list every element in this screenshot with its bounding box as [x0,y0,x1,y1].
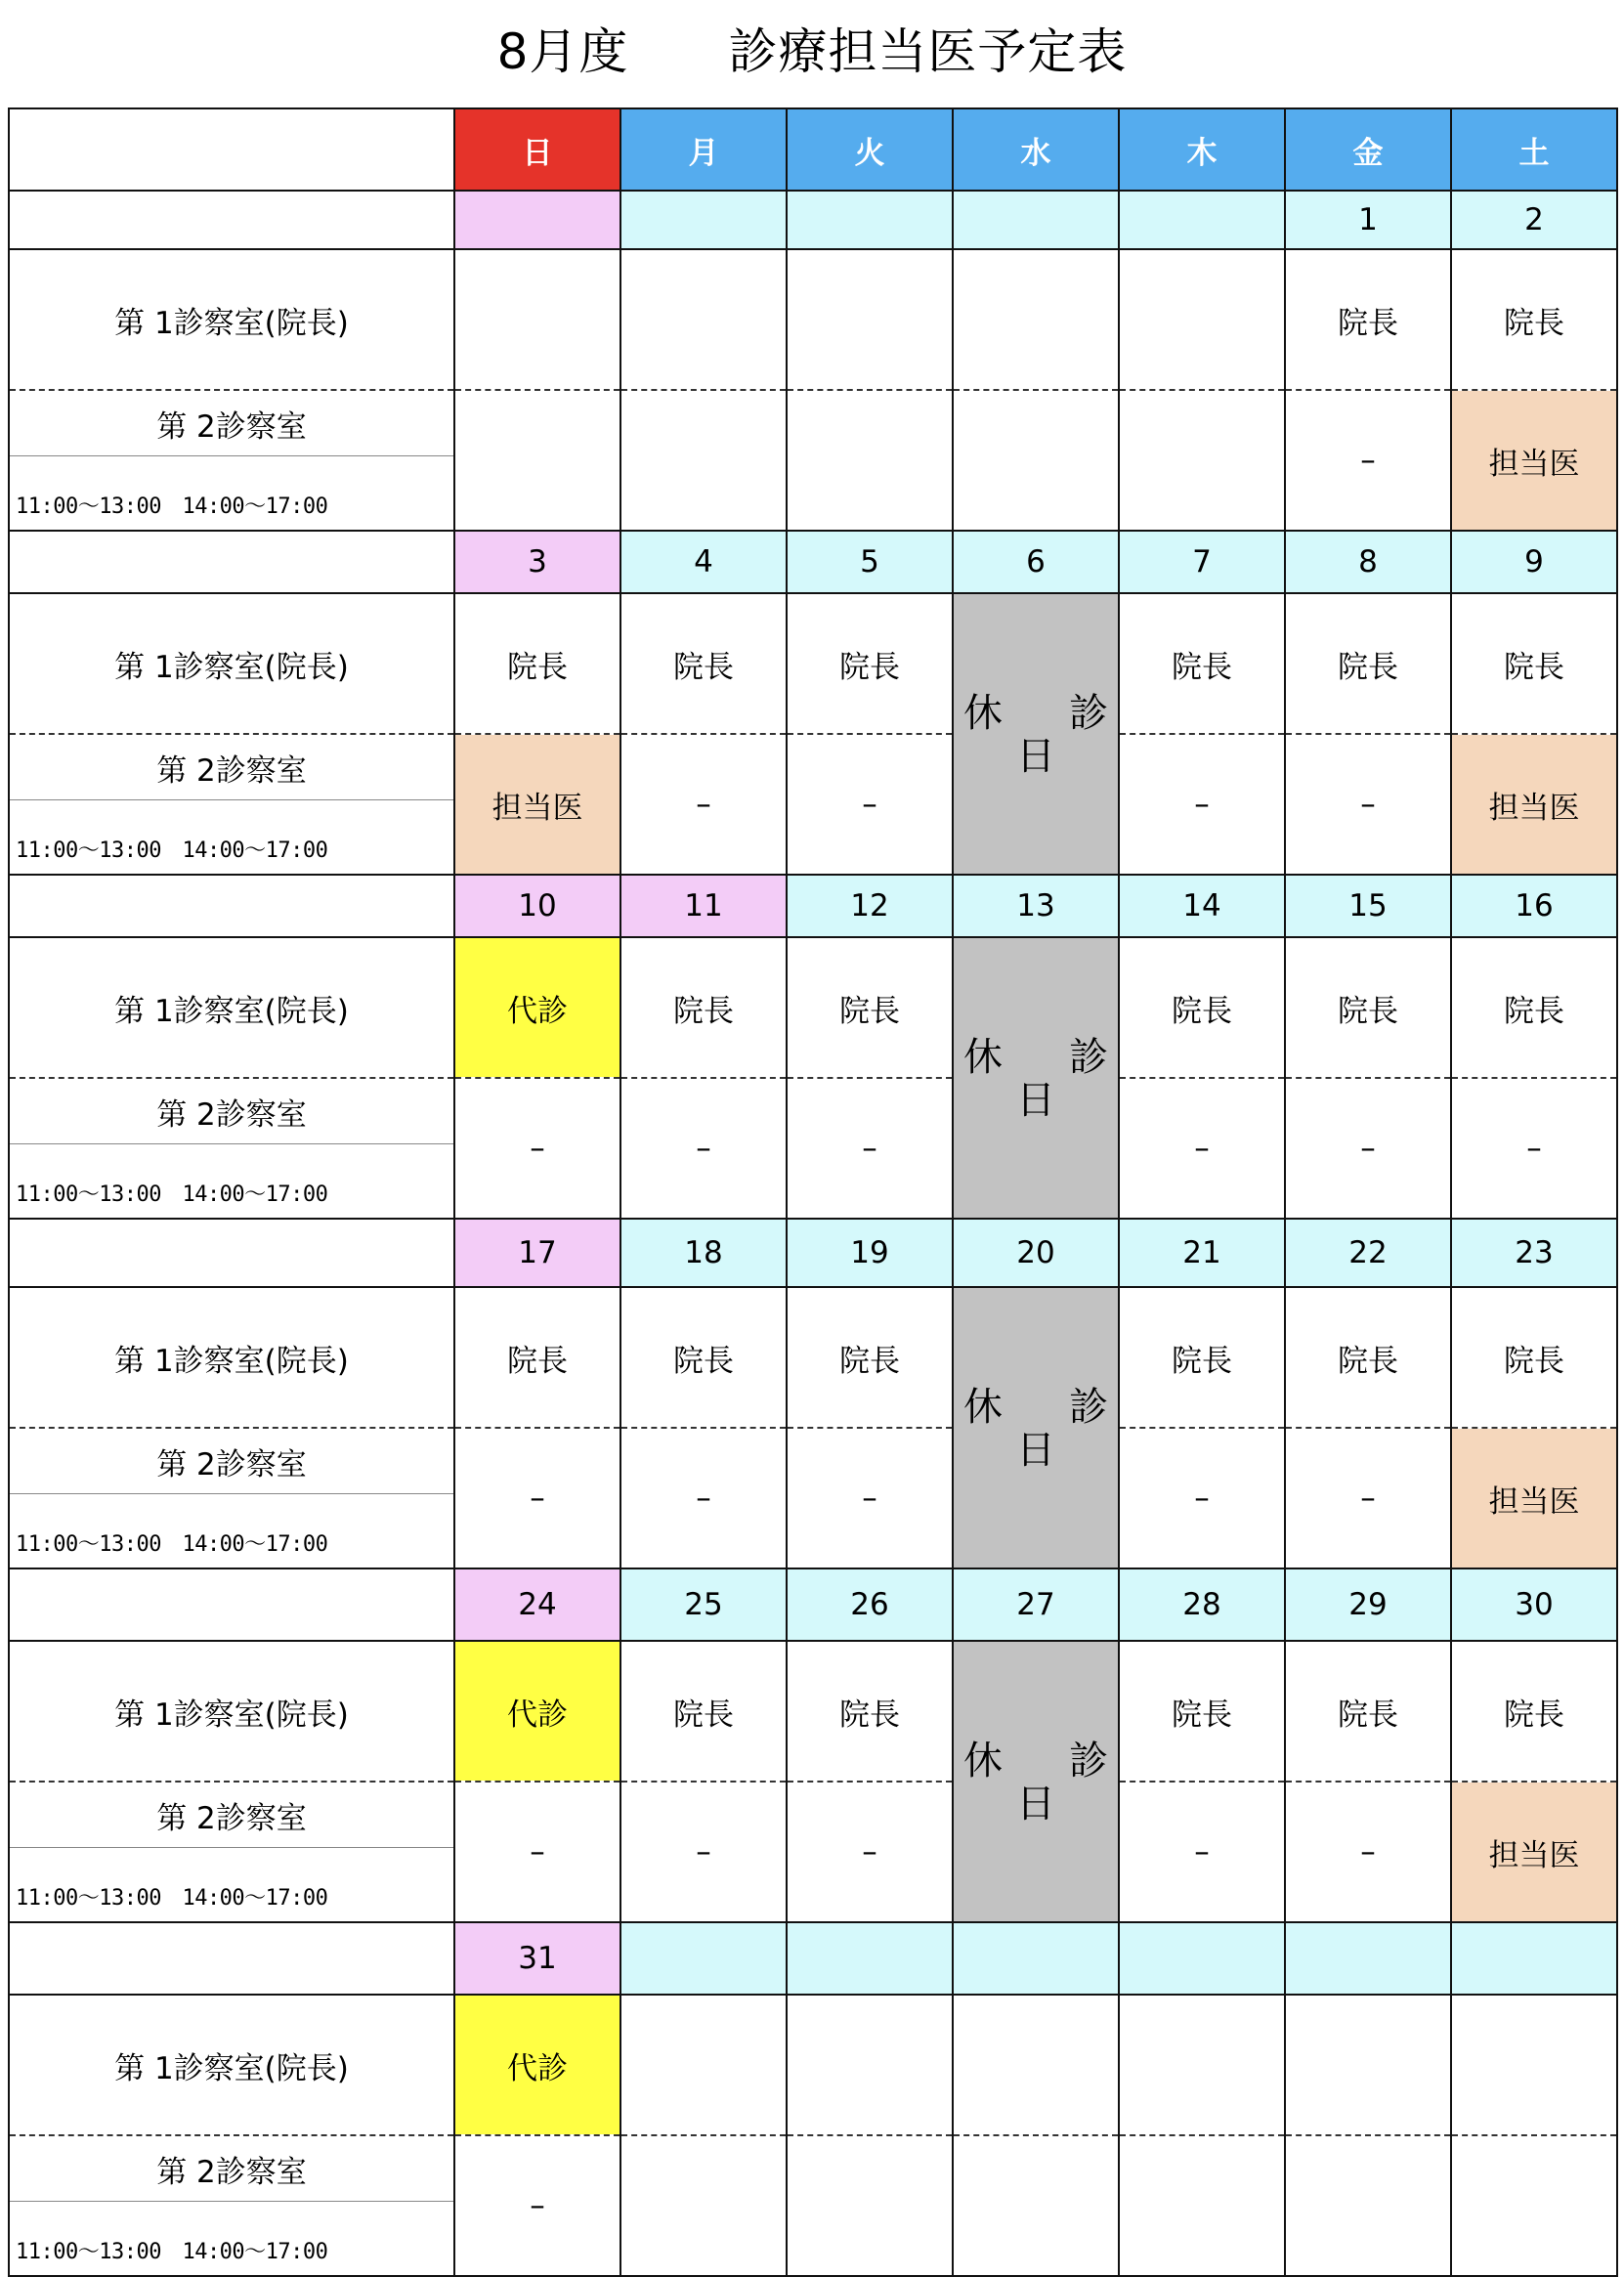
room2-label-cell [9,1078,454,1219]
room1-schedule-cell: 院長 [454,1287,620,1428]
date-row [9,1922,1617,1995]
room2-schedule-cell [620,2135,787,2276]
date-cell-thu: 14 [1119,875,1285,937]
room2-schedule-cell: – [1285,1782,1451,1922]
room2-label: 第 2診察室 [10,1079,453,1144]
room1-row [9,593,1617,734]
room2-row [9,1078,1617,1219]
room2-schedule-cell: – [1119,734,1285,875]
date-cell-sat: 9 [1451,531,1617,593]
closed-day-cell [953,1287,1119,1568]
closed-day-char-center: 日 [1016,1078,1055,1123]
substitute-doctor-cell: 代診 [454,937,620,1078]
room2-row [9,734,1617,875]
room2-schedule-cell [953,390,1119,531]
date-cell-fri: 8 [1285,531,1451,593]
date-cell-sat: 30 [1451,1568,1617,1641]
date-cell-tue: 5 [787,531,953,593]
attending-doctor-cell: 担当医 [1451,1428,1617,1568]
closed-day-char-left: 休 [963,1385,1003,1430]
closed-day-char-center: 日 [1016,734,1055,779]
weekday-header-mon: 月 [620,108,787,191]
room2-hours: 11:00〜13:00 14:00〜17:00 [16,1886,328,1911]
closed-day-char-left: 休 [963,691,1003,736]
room2-row [9,1782,1617,1922]
room1-label: 第 1診察室(院長) [9,1641,454,1782]
attending-doctor-cell: 担当医 [454,734,620,875]
room1-schedule-cell: 院長 [454,593,620,734]
room1-schedule-cell: 院長 [1285,593,1451,734]
room1-schedule-cell: 院長 [1451,249,1617,390]
room1-row [9,249,1617,390]
room1-schedule-cell: 院長 [1119,1641,1285,1782]
closed-day-cell [953,937,1119,1219]
room2-label-cell [9,734,454,875]
room1-schedule-cell: 院長 [1451,1287,1617,1428]
room2-schedule-cell: – [1119,1428,1285,1568]
room1-schedule-cell: 院長 [1451,937,1617,1078]
date-cell-sun: 10 [454,875,620,937]
room1-schedule-cell: 院長 [787,1641,953,1782]
date-cell-tue: 12 [787,875,953,937]
room1-schedule-cell: 院長 [620,593,787,734]
room2-schedule-cell: – [1285,1078,1451,1219]
room2-schedule-cell: – [1285,734,1451,875]
room2-label-cell [9,1428,454,1568]
room2-schedule-cell: – [620,1428,787,1568]
room1-schedule-cell [454,249,620,390]
room2-schedule-cell: – [1119,1782,1285,1922]
date-cell-sat: 2 [1451,191,1617,249]
date-row-label-cell [9,875,454,937]
date-row [9,875,1617,937]
room2-schedule-cell [1451,2135,1617,2276]
date-cell-sat: 16 [1451,875,1617,937]
closed-day-char-left: 休 [963,1035,1003,1080]
room2-label: 第 2診察室 [10,1783,453,1848]
room2-schedule-cell [787,2135,953,2276]
room2-hours: 11:00〜13:00 14:00〜17:00 [16,494,328,519]
room2-row [9,1428,1617,1568]
closed-day-label [954,938,1118,1218]
room1-schedule-cell [953,249,1119,390]
closed-day-cell [953,593,1119,875]
room2-schedule-cell [1285,2135,1451,2276]
closed-day-char-right: 診 [1069,691,1108,736]
room2-schedule-cell [620,390,787,531]
room1-schedule-cell [1451,1995,1617,2135]
date-cell-wed: 6 [953,531,1119,593]
date-cell-thu: 28 [1119,1568,1285,1641]
weekday-header-row [9,108,1617,191]
room2-label: 第 2診察室 [10,1429,453,1494]
date-cell-wed [953,191,1119,249]
room1-label: 第 1診察室(院長) [9,937,454,1078]
closed-day-label [954,1642,1118,1921]
closed-day-label [954,1288,1118,1568]
room2-schedule-cell: – [454,1078,620,1219]
room2-label: 第 2診察室 [10,391,453,456]
room1-schedule-cell: 院長 [620,1641,787,1782]
room2-schedule-cell [1119,390,1285,531]
date-cell-sun: 24 [454,1568,620,1641]
closed-day-char-right: 診 [1069,1739,1108,1783]
date-cell-thu [1119,1922,1285,1995]
date-cell-wed: 13 [953,875,1119,937]
room2-label: 第 2診察室 [10,2136,453,2202]
room2-schedule-cell: – [787,1078,953,1219]
date-cell-tue: 19 [787,1219,953,1287]
date-row-label-cell [9,191,454,249]
date-cell-mon: 18 [620,1219,787,1287]
room2-schedule-cell [1119,2135,1285,2276]
date-cell-mon [620,1922,787,1995]
date-cell-fri: 15 [1285,875,1451,937]
date-cell-thu [1119,191,1285,249]
room1-schedule-cell: 院長 [787,1287,953,1428]
date-cell-sun: 31 [454,1922,620,1995]
room1-schedule-cell [1285,1995,1451,2135]
closed-day-label [954,594,1118,874]
date-cell-thu: 7 [1119,531,1285,593]
page-title: 8月度 診療担当医予定表 [496,23,1128,80]
date-row-label-cell [9,1922,454,1995]
room2-row [9,390,1617,531]
room2-schedule-cell [787,390,953,531]
room2-schedule-cell: – [454,1782,620,1922]
room2-hours: 11:00〜13:00 14:00〜17:00 [16,1532,328,1557]
date-cell-tue [787,191,953,249]
date-cell-fri: 1 [1285,191,1451,249]
attending-doctor-cell: 担当医 [1451,1782,1617,1922]
room1-schedule-cell: 院長 [620,1287,787,1428]
room1-schedule-cell: 院長 [1285,1287,1451,1428]
room1-schedule-cell: 院長 [1451,1641,1617,1782]
room2-schedule-cell: – [1285,1428,1451,1568]
schedule-table [8,107,1618,2277]
date-cell-mon: 11 [620,875,787,937]
room1-schedule-cell: 院長 [1119,593,1285,734]
room1-schedule-cell [787,249,953,390]
room2-hours: 11:00〜13:00 14:00〜17:00 [16,838,328,863]
room2-schedule-cell: – [787,1782,953,1922]
substitute-doctor-cell: 代診 [454,1995,620,2135]
room2-schedule-cell: – [787,734,953,875]
room1-schedule-cell [1119,1995,1285,2135]
room1-row [9,1995,1617,2135]
closed-day-cell [953,1641,1119,1922]
date-cell-wed: 27 [953,1568,1119,1641]
room1-row [9,1287,1617,1428]
date-cell-tue [787,1922,953,1995]
closed-day-char-right: 診 [1069,1035,1108,1080]
room1-label: 第 1診察室(院長) [9,1287,454,1428]
room1-schedule-cell: 院長 [787,937,953,1078]
header-corner-cell [9,108,454,191]
date-cell-sat: 23 [1451,1219,1617,1287]
room1-label: 第 1診察室(院長) [9,593,454,734]
room2-schedule-cell: – [454,1428,620,1568]
room1-schedule-cell [1119,249,1285,390]
weekday-header-sat: 土 [1451,108,1617,191]
attending-doctor-cell: 担当医 [1451,390,1617,531]
date-cell-tue: 26 [787,1568,953,1641]
date-cell-fri: 29 [1285,1568,1451,1641]
room2-label-cell [9,2135,454,2276]
attending-doctor-cell: 担当医 [1451,734,1617,875]
room1-schedule-cell: 院長 [787,593,953,734]
room2-schedule-cell: – [620,1078,787,1219]
date-cell-mon [620,191,787,249]
date-cell-mon: 4 [620,531,787,593]
date-row [9,1568,1617,1641]
room2-schedule-cell: – [1451,1078,1617,1219]
room1-schedule-cell: 院長 [1119,937,1285,1078]
date-cell-sun [454,191,620,249]
room2-row [9,2135,1617,2276]
room1-schedule-cell: 院長 [1285,937,1451,1078]
room1-schedule-cell [620,249,787,390]
room1-schedule-cell: 院長 [1285,249,1451,390]
date-cell-wed: 20 [953,1219,1119,1287]
room2-label-cell [9,390,454,531]
room2-schedule-cell: – [620,1782,787,1922]
room1-schedule-cell: 院長 [620,937,787,1078]
date-row-label-cell [9,531,454,593]
room2-schedule-cell: – [620,734,787,875]
room1-row [9,1641,1617,1782]
room2-schedule-cell: – [1119,1078,1285,1219]
room2-schedule-cell: – [787,1428,953,1568]
room1-schedule-cell: 院長 [1285,1641,1451,1782]
room1-schedule-cell [953,1995,1119,2135]
room2-hours: 11:00〜13:00 14:00〜17:00 [16,2240,328,2264]
date-cell-fri [1285,1922,1451,1995]
weekday-header-thu: 木 [1119,108,1285,191]
date-cell-wed [953,1922,1119,1995]
room1-label: 第 1診察室(院長) [9,249,454,390]
room2-label: 第 2診察室 [10,735,453,800]
date-row [9,531,1617,593]
weekday-header-fri: 金 [1285,108,1451,191]
room2-schedule-cell: – [454,2135,620,2276]
room1-label: 第 1診察室(院長) [9,1995,454,2135]
room1-row [9,937,1617,1078]
weekday-header-wed: 水 [953,108,1119,191]
room2-schedule-cell [454,390,620,531]
room2-label-cell [9,1782,454,1922]
closed-day-char-center: 日 [1016,1428,1055,1473]
date-cell-fri: 22 [1285,1219,1451,1287]
room2-schedule-cell: – [1285,390,1451,531]
room2-schedule-cell [953,2135,1119,2276]
date-cell-sun: 17 [454,1219,620,1287]
date-cell-sat [1451,1922,1617,1995]
room1-schedule-cell [787,1995,953,2135]
date-row-label-cell [9,1219,454,1287]
closed-day-char-left: 休 [963,1739,1003,1783]
substitute-doctor-cell: 代診 [454,1641,620,1782]
date-row-label-cell [9,1568,454,1641]
room2-hours: 11:00〜13:00 14:00〜17:00 [16,1182,328,1207]
date-cell-sun: 3 [454,531,620,593]
closed-day-char-right: 診 [1069,1385,1108,1430]
weekday-header-tue: 火 [787,108,953,191]
room1-schedule-cell: 院長 [1451,593,1617,734]
date-cell-mon: 25 [620,1568,787,1641]
room1-schedule-cell: 院長 [1119,1287,1285,1428]
date-row [9,1219,1617,1287]
date-cell-thu: 21 [1119,1219,1285,1287]
closed-day-char-center: 日 [1016,1782,1055,1826]
weekday-header-sun: 日 [454,108,620,191]
date-row [9,191,1617,249]
room1-schedule-cell [620,1995,787,2135]
